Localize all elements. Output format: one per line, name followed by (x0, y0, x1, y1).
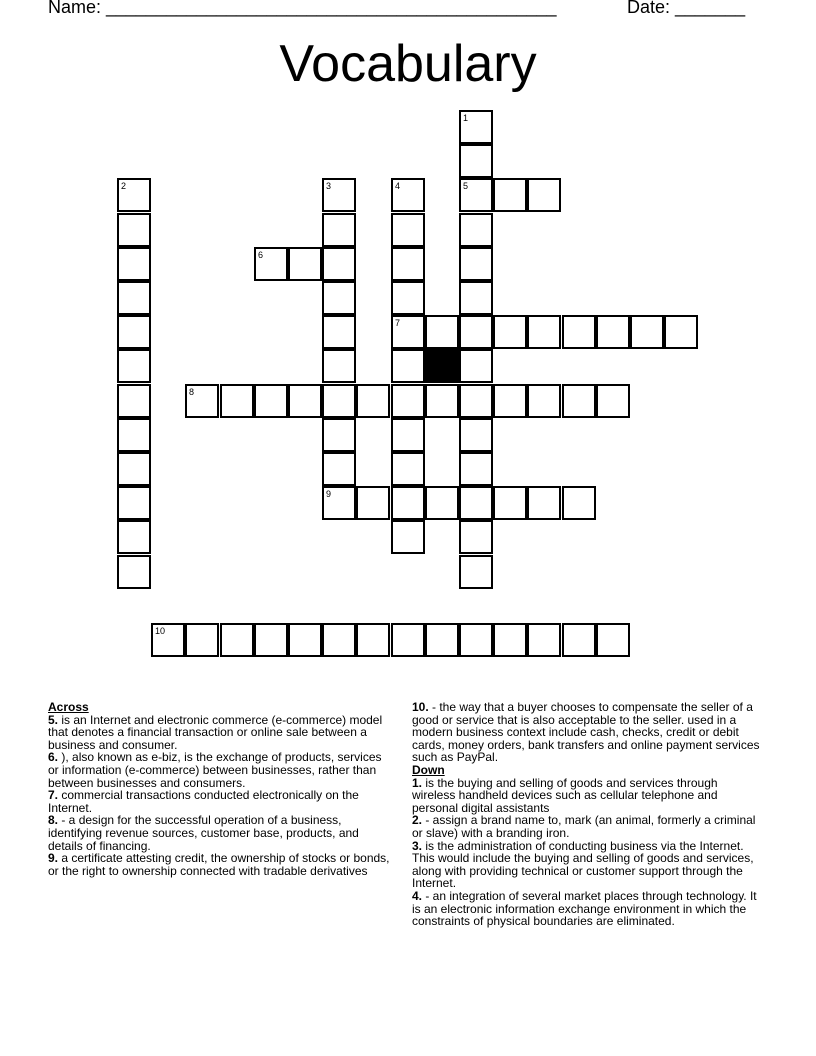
grid-cell[interactable] (356, 384, 390, 418)
grid-cell[interactable] (391, 520, 425, 554)
grid-cell[interactable] (391, 178, 425, 212)
clue-down-2: 2. - assign a brand name to, mark (an animal, formerly a criminal or slave) with a branding iron. (412, 813, 756, 840)
grid-cell[interactable] (322, 486, 356, 520)
grid-cell[interactable] (493, 315, 527, 349)
grid-cell[interactable] (322, 384, 356, 418)
grid-cell[interactable] (185, 623, 219, 657)
grid-cell[interactable] (151, 623, 185, 657)
grid-cell[interactable] (117, 452, 151, 486)
clue-number: 4 (395, 181, 401, 191)
grid-cell[interactable] (493, 623, 527, 657)
grid-cell[interactable] (459, 520, 493, 554)
grid-cell[interactable] (117, 213, 151, 247)
grid-cell[interactable] (254, 623, 288, 657)
grid-cell[interactable] (562, 623, 596, 657)
grid-cell[interactable] (459, 623, 493, 657)
grid-cell[interactable] (459, 384, 493, 418)
clue-number: 6 (258, 250, 264, 260)
clue-across-9: 9. a certificate attesting credit, the ownership of stocks or bonds, or the right to ownership connected with tradable derivatives (48, 851, 390, 878)
grid-cell[interactable] (391, 486, 425, 520)
clue-down-1: 1. is the buying and selling of goods and services through wireless handheld devices such as cellular telephone and personal digital assistants (412, 775, 718, 815)
grid-cell[interactable] (322, 623, 356, 657)
black-cell (425, 349, 459, 383)
grid-cell[interactable] (391, 418, 425, 452)
grid-cell[interactable] (459, 555, 493, 589)
clue-across-8: 8. - a design for the successful operation of a business, identifying revenue sources, customer base, products, and details of financing. (48, 813, 359, 853)
clue-number: 2 (121, 181, 127, 191)
grid-cell[interactable] (391, 281, 425, 315)
grid-cell[interactable] (459, 247, 493, 281)
grid-cell[interactable] (117, 178, 151, 212)
clue-across-5: 5. is an Internet and electronic commerce (e-commerce) model that denotes a financial transaction or online sale between a business and consumer. (48, 712, 383, 752)
grid-cell[interactable] (391, 315, 425, 349)
grid-cell[interactable] (459, 452, 493, 486)
name-field[interactable]: Name: _____________________________________________ (48, 0, 557, 17)
grid-cell[interactable] (185, 384, 219, 418)
grid-cell[interactable] (117, 384, 151, 418)
grid-cell[interactable] (425, 315, 459, 349)
grid-cell[interactable] (322, 349, 356, 383)
grid-cell[interactable] (117, 349, 151, 383)
grid-cell[interactable] (630, 315, 664, 349)
grid-cell[interactable] (527, 384, 561, 418)
clue-across-7: 7. commercial transactions conducted electronically on the Internet. (48, 788, 359, 815)
grid-cell[interactable] (527, 178, 561, 212)
clue-number: 7 (395, 318, 401, 328)
grid-cell[interactable] (322, 213, 356, 247)
grid-cell[interactable] (288, 623, 322, 657)
grid-cell[interactable] (322, 418, 356, 452)
grid-cell[interactable] (664, 315, 698, 349)
grid-cell[interactable] (459, 144, 493, 178)
grid-cell[interactable] (254, 384, 288, 418)
grid-cell[interactable] (391, 247, 425, 281)
grid-cell[interactable] (117, 281, 151, 315)
grid-cell[interactable] (596, 384, 630, 418)
grid-cell[interactable] (493, 486, 527, 520)
clue-down-3: 3. is the administration of conducting business via the Internet. This would include the buying and selling of goods and services, along with providing technical or customer support through the Internet. (412, 838, 754, 891)
clue-across-6: 6. ), also known as e-biz, is the exchange of products, services or information (e-commerce) between businesses, rather than between businesses and consumers. (48, 750, 382, 790)
grid-cell[interactable] (459, 349, 493, 383)
grid-cell[interactable] (322, 281, 356, 315)
grid-cell[interactable] (391, 452, 425, 486)
grid-cell[interactable] (459, 178, 493, 212)
clue-number: 3 (326, 181, 332, 191)
grid-cell[interactable] (117, 520, 151, 554)
grid-cell[interactable] (425, 486, 459, 520)
grid-cell[interactable] (562, 486, 596, 520)
grid-cell[interactable] (220, 384, 254, 418)
clues-right-column (412, 701, 762, 928)
clue-number: 10 (155, 626, 166, 636)
grid-cell[interactable] (117, 486, 151, 520)
grid-cell[interactable] (117, 555, 151, 589)
grid-cell[interactable] (356, 486, 390, 520)
grid-cell[interactable] (288, 247, 322, 281)
grid-cell[interactable] (459, 418, 493, 452)
down-heading: Down (412, 762, 445, 777)
grid-cell[interactable] (459, 281, 493, 315)
clue-number: 1 (463, 113, 469, 123)
grid-cell[interactable] (117, 247, 151, 281)
grid-cell[interactable] (459, 213, 493, 247)
grid-cell[interactable] (459, 110, 493, 144)
grid-cell[interactable] (493, 178, 527, 212)
grid-cell[interactable] (596, 315, 630, 349)
clues-left-column (48, 701, 393, 877)
clue-across-10: 10. - the way that a buyer chooses to compensate the seller of a good or service that is also acceptable to the seller. used in a modern business context include cash, checks, credit or debit cards, money orders, bank transfers and online payment services such as PayPal. (412, 700, 760, 765)
grid-cell[interactable] (220, 623, 254, 657)
grid-cell[interactable] (527, 486, 561, 520)
grid-cell[interactable] (288, 384, 322, 418)
grid-cell[interactable] (322, 315, 356, 349)
grid-cell[interactable] (527, 315, 561, 349)
page-title: Vocabulary (279, 35, 537, 93)
grid-cell[interactable] (391, 384, 425, 418)
clue-down-4: 4. - an integration of several market places through technology. It is an electronic information exchange environment in which the constraints of physical boundaries are eliminated. (412, 888, 757, 929)
grid-cell[interactable] (391, 623, 425, 657)
grid-cell[interactable] (117, 418, 151, 452)
clue-number: 9 (326, 489, 332, 499)
grid-cell[interactable] (322, 247, 356, 281)
grid-cell[interactable] (322, 452, 356, 486)
grid-cell[interactable] (391, 349, 425, 383)
grid-cell[interactable] (493, 384, 527, 418)
grid-cell[interactable] (254, 247, 288, 281)
grid-cell[interactable] (562, 384, 596, 418)
grid-cell[interactable] (425, 384, 459, 418)
across-heading: Across (48, 700, 89, 714)
grid-cell[interactable] (596, 623, 630, 657)
grid-cell[interactable] (459, 315, 493, 349)
clue-number: 5 (463, 181, 469, 191)
grid-cell[interactable] (527, 623, 561, 657)
grid-cell[interactable] (356, 623, 390, 657)
grid-cell[interactable] (391, 213, 425, 247)
grid-cell[interactable] (322, 178, 356, 212)
grid-cell[interactable] (562, 315, 596, 349)
grid-cell[interactable] (459, 486, 493, 520)
grid-cell[interactable] (117, 315, 151, 349)
clue-number: 8 (189, 387, 195, 397)
grid-cell[interactable] (425, 623, 459, 657)
date-field[interactable]: Date: _______ (627, 0, 746, 17)
